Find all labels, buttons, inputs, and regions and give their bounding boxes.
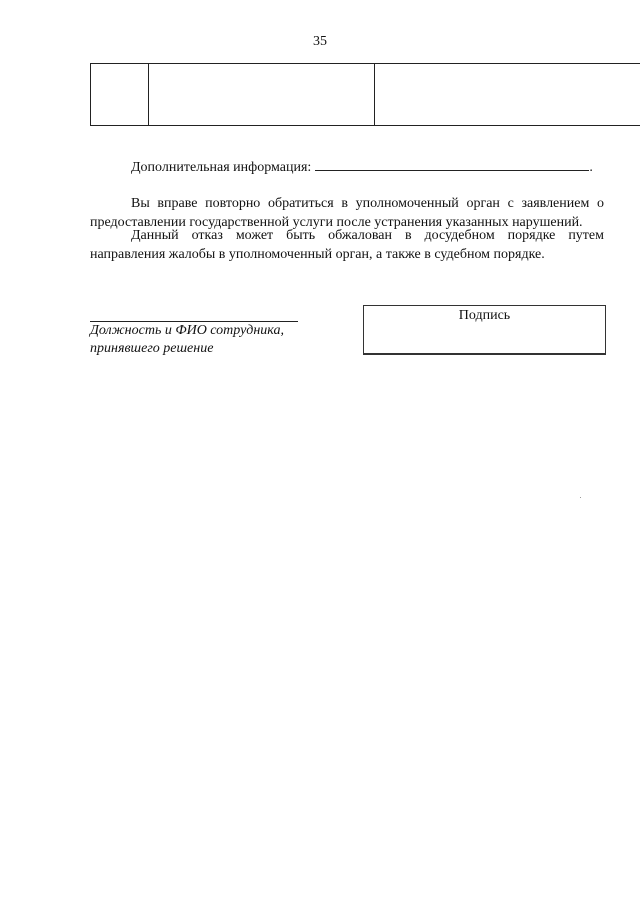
signature-box [363,305,606,355]
reapply-paragraph-line-1: Вы вправе повторно обратиться в уполномоченный орган с заявлением о [131,196,604,211]
table-column-divider-2 [374,63,375,126]
additional-info-line [131,158,611,177]
table-fragment [90,63,640,126]
table-left-border [90,63,91,126]
signature-box-label: Подпись [458,308,511,323]
page-number: 35 [313,34,327,49]
signatory-caption-line-1: Должность и ФИО сотрудника, [90,323,284,338]
appeal-paragraph-line-1: Данный отказ может быть обжалован в досудебном порядке путем [131,228,604,243]
additional-info-fill-line [315,158,589,171]
scan-speck [580,497,581,498]
additional-info-label: Дополнительная информация: [131,160,312,175]
additional-info-end-mark: . [589,160,593,175]
appeal-paragraph-line-2: направления жалобы в уполномоченный орган, а также в судебном порядке. [90,247,545,262]
signatory-caption [90,322,330,358]
appeal-paragraph [90,226,604,264]
table-bottom-border [90,125,640,126]
reapply-paragraph-line-2: предоставлении государственной услуги после устранения указанных нарушений. [90,215,583,230]
table-column-divider-1 [148,63,149,126]
table-top-border [90,63,640,64]
signatory-caption-line-2: принявшего решение [90,341,214,356]
